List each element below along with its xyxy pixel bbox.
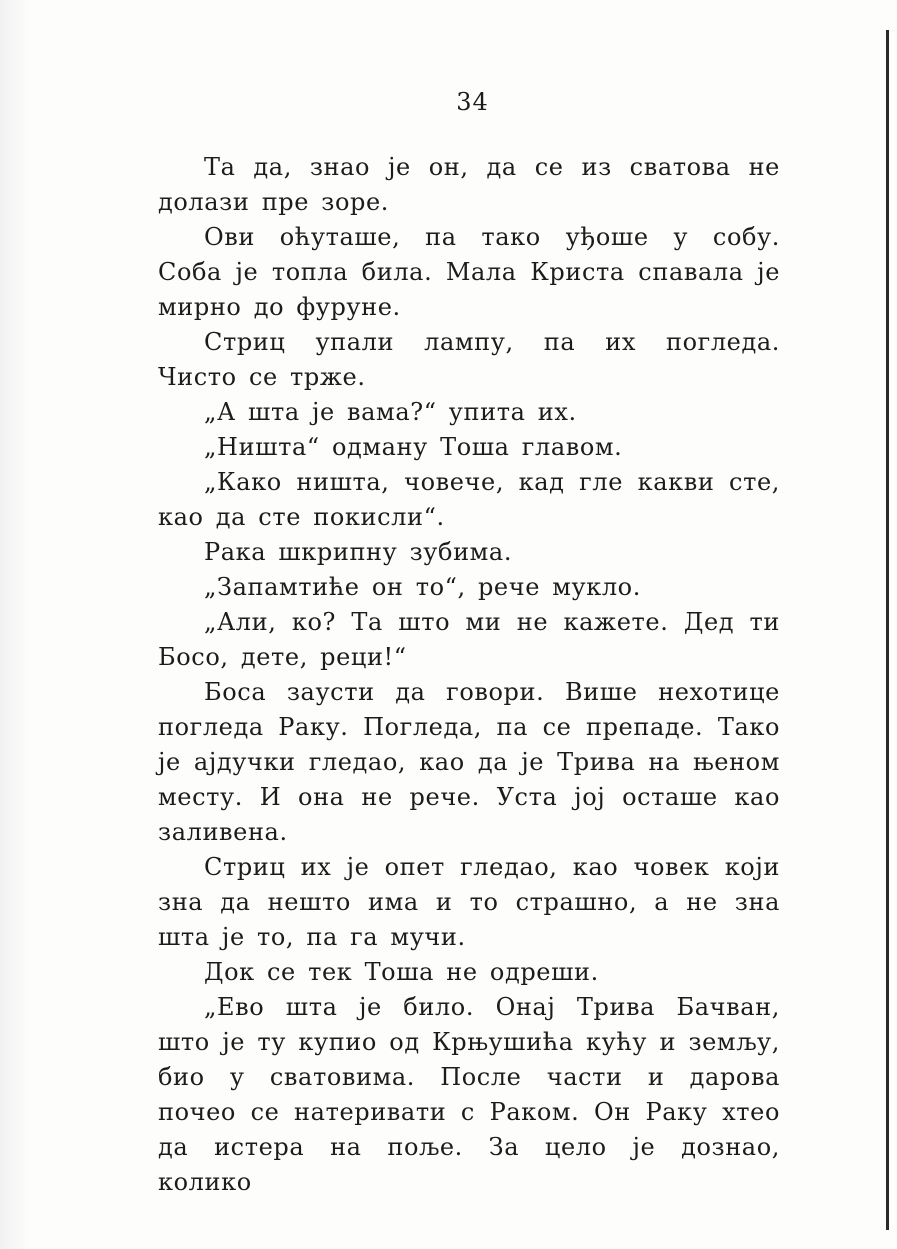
paragraph: „Али, ко? Та што ми не кажете. Дед ти Босо, дете, реци!“: [158, 608, 780, 671]
paragraph: Боса заусти да говори. Више нехотице погледа Раку. Погледа, па се препаде. Тако је ајдучки гледао, као да је Трива на њеном месту. И она не рече. Уста јој осташе као заливена.: [158, 678, 780, 846]
body-text: [158, 150, 780, 1200]
page-number: 34: [456, 88, 489, 116]
paragraph: „Ништа“ одману Тоша главом.: [204, 433, 623, 461]
paragraph: Ови оћуташе, па тако уђоше у собу. Соба је топла била. Мала Криста спавала је мирно до фуруне.: [158, 223, 780, 321]
scan-edge-right: [886, 30, 889, 1230]
paragraph: „Како ништа, човече, кад гле какви сте, као да сте покисли“.: [158, 468, 780, 531]
paragraph: „Ево шта је било. Онај Трива Бачван, што је ту купио од Крњушића кућу и земљу, био у сватовима. После части и дарова почео се натеривати с Раком. Он Раку хтео да истера на поље. За цело је дознао, колико: [158, 993, 780, 1196]
paragraph: Та да, знао је он, да се из сватова не долази пре зоре.: [158, 153, 780, 216]
paragraph: „Запамтиће он то“, рече мукло.: [204, 573, 641, 601]
paragraph: Стриц упали лампу, па их погледа. Чисто се трже.: [158, 328, 780, 391]
paragraph: Рака шкрипну зубима.: [204, 538, 513, 566]
paragraph: „А шта је вама?“ упита их.: [204, 398, 577, 426]
paragraph: Док се тек Тоша не одреши.: [204, 958, 599, 986]
paragraph: Стриц их је опет гледао, као човек који зна да нешто има и то страшно, а не зна шта је то, па га мучи.: [158, 853, 780, 951]
scan-shadow-left: [0, 0, 30, 1249]
